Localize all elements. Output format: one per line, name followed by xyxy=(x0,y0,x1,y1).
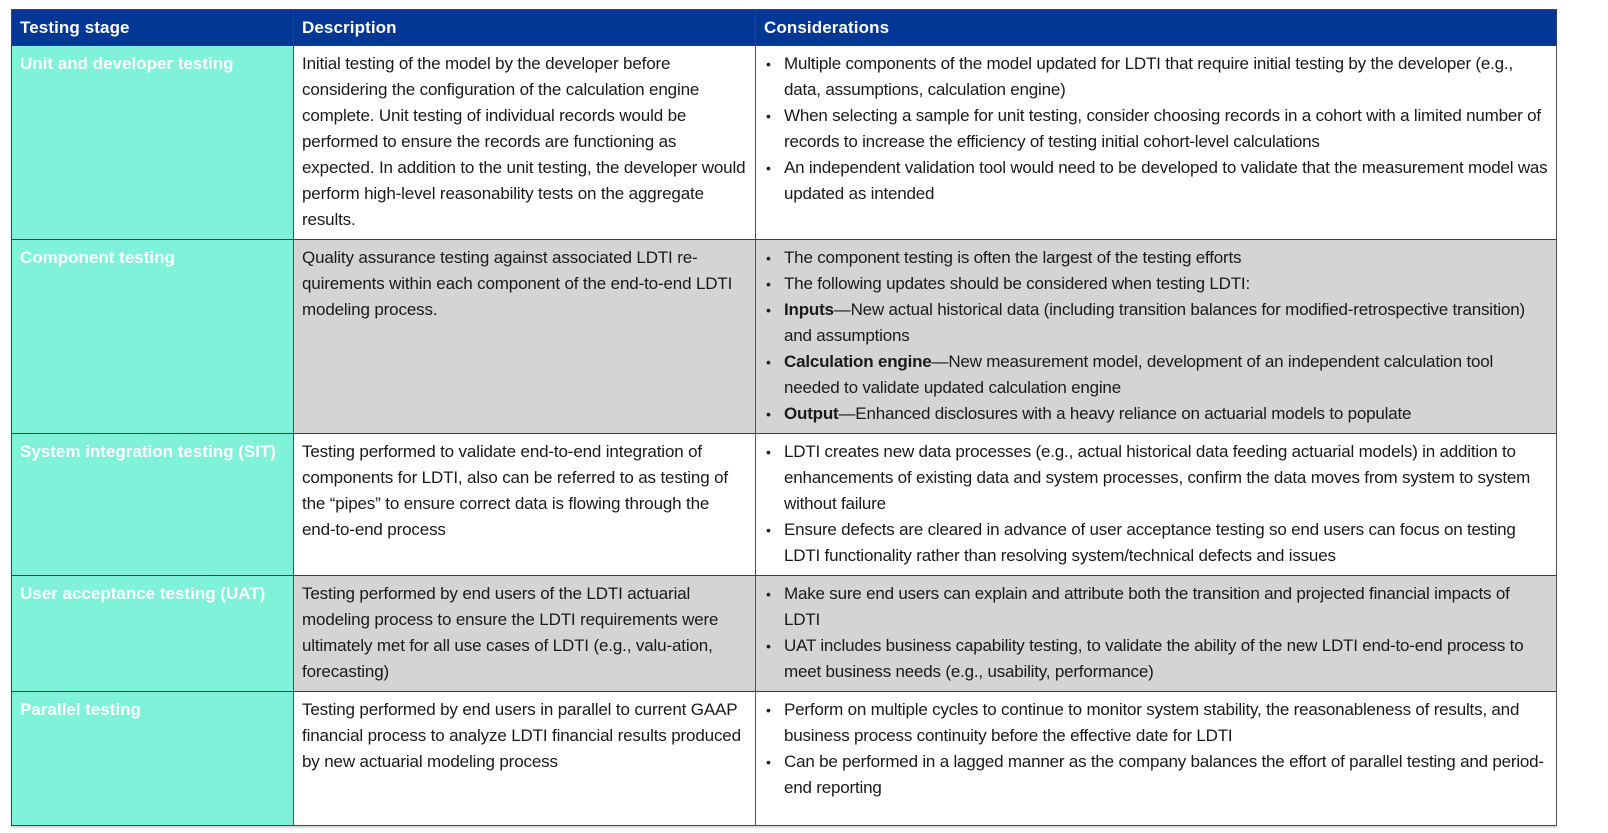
description-cell: Initial testing of the model by the developer before considering the configuration of the calculation engine complete. Unit testing of individual records would be performed to ensure the records are functioning as expected. In addition to the unit testing, the developer would perform high-level reasonability tests on the aggregate results. xyxy=(294,46,756,240)
considerations-cell xyxy=(756,240,1557,434)
consideration-text: —New measurement model, development of an independent calculation tool needed to validate updated calculation engine xyxy=(784,352,1494,397)
description-cell: Testing performed by end users in parallel to current GAAP financial process to analyze LDTI financial results produced by new actuarial modeling process xyxy=(294,692,756,826)
consideration-term: Calculation engine xyxy=(784,352,932,371)
consideration-item xyxy=(764,51,1548,103)
consideration-text: Perform on multiple cycles to continue to monitor system stability, the reasonableness of results, and business process continuity before the effective date for LDTI xyxy=(784,700,1520,745)
considerations-cell xyxy=(756,692,1557,826)
consideration-item xyxy=(764,633,1548,685)
consideration-item xyxy=(764,103,1548,155)
considerations-cell xyxy=(756,576,1557,692)
header-row xyxy=(12,10,1557,46)
stage-cell: User acceptance testing (UAT) xyxy=(12,576,294,692)
stage-cell: Component testing xyxy=(12,240,294,434)
description-cell: Quality assurance testing against associated LDTI re-quirements within each component of the end-to-end LDTI modeling process. xyxy=(294,240,756,434)
table-row xyxy=(12,434,1557,576)
considerations-cell xyxy=(756,46,1557,240)
consideration-text: When selecting a sample for unit testing, consider choosing records in a cohort with a limited number of records to increase the efficiency of testing initial cohort-level calculations xyxy=(784,106,1541,151)
considerations-list xyxy=(764,439,1548,569)
description-cell: Testing performed to validate end-to-end integration of components for LDTI, also can be referred to as testing of the “pipes” to ensure correct data is flowing through the end-to-end process xyxy=(294,434,756,576)
consideration-text: —New actual historical data (including transition balances for modified-retrospective transition) and assumptions xyxy=(784,300,1525,345)
table-row xyxy=(12,46,1557,240)
consideration-text: Can be performed in a lagged manner as the company balances the effort of parallel testing and period-end reporting xyxy=(784,752,1544,797)
consideration-item xyxy=(764,245,1548,271)
table-row xyxy=(12,692,1557,826)
table-row xyxy=(12,576,1557,692)
header-considerations: Considerations xyxy=(756,10,1557,46)
consideration-item xyxy=(764,517,1548,569)
consideration-item xyxy=(764,155,1548,207)
consideration-item xyxy=(764,271,1548,297)
description-cell: Testing performed by end users of the LDTI actuarial modeling process to ensure the LDTI requirements were ultimately met for all use cases of LDTI (e.g., valu-ation, forecasting) xyxy=(294,576,756,692)
consideration-item xyxy=(764,297,1548,349)
stage-cell: System integration testing (SIT) xyxy=(12,434,294,576)
considerations-cell xyxy=(756,434,1557,576)
testing-stages-table xyxy=(11,9,1557,826)
considerations-list xyxy=(764,245,1548,427)
header-testing-stage: Testing stage xyxy=(12,10,294,46)
considerations-list xyxy=(764,51,1548,207)
consideration-term: Output xyxy=(784,404,839,423)
consideration-text: Multiple components of the model updated for LDTI that require initial testing by the developer (e.g., data, assumptions, calculation engine) xyxy=(784,54,1513,99)
consideration-text: The following updates should be considered when testing LDTI: xyxy=(784,274,1250,293)
consideration-text: Ensure defects are cleared in advance of user acceptance testing so end users can focus on testing LDTI functionality rather than resolving system/technical defects and issues xyxy=(784,520,1516,565)
stage-cell: Unit and developer testing xyxy=(12,46,294,240)
consideration-item xyxy=(764,401,1548,427)
consideration-text: —Enhanced disclosures with a heavy reliance on actuarial models to populate xyxy=(838,404,1412,423)
consideration-item xyxy=(764,697,1548,749)
table-row xyxy=(12,240,1557,434)
consideration-text: LDTI creates new data processes (e.g., actual historical data feeding actuarial models) in addition to enhancements of existing data and system processes, confirm the data moves from system to system without failure xyxy=(784,442,1531,513)
stage-cell: Parallel testing xyxy=(12,692,294,826)
consideration-item xyxy=(764,581,1548,633)
consideration-text: UAT includes business capability testing, to validate the ability of the new LDTI end-to-end process to meet business needs (e.g., usability, performance) xyxy=(784,636,1524,681)
consideration-text: Make sure end users can explain and attribute both the transition and projected financial impacts of LDTI xyxy=(784,584,1510,629)
table-body xyxy=(12,46,1557,826)
header-description: Description xyxy=(294,10,756,46)
table-header xyxy=(12,10,1557,46)
consideration-item xyxy=(764,439,1548,517)
consideration-item xyxy=(764,349,1548,401)
consideration-text: An independent validation tool would need to be developed to validate that the measurement model was updated as intended xyxy=(784,158,1548,203)
consideration-text: The component testing is often the largest of the testing efforts xyxy=(784,248,1242,267)
consideration-term: Inputs xyxy=(784,300,834,319)
consideration-item xyxy=(764,749,1548,801)
considerations-list xyxy=(764,697,1548,801)
considerations-list xyxy=(764,581,1548,685)
